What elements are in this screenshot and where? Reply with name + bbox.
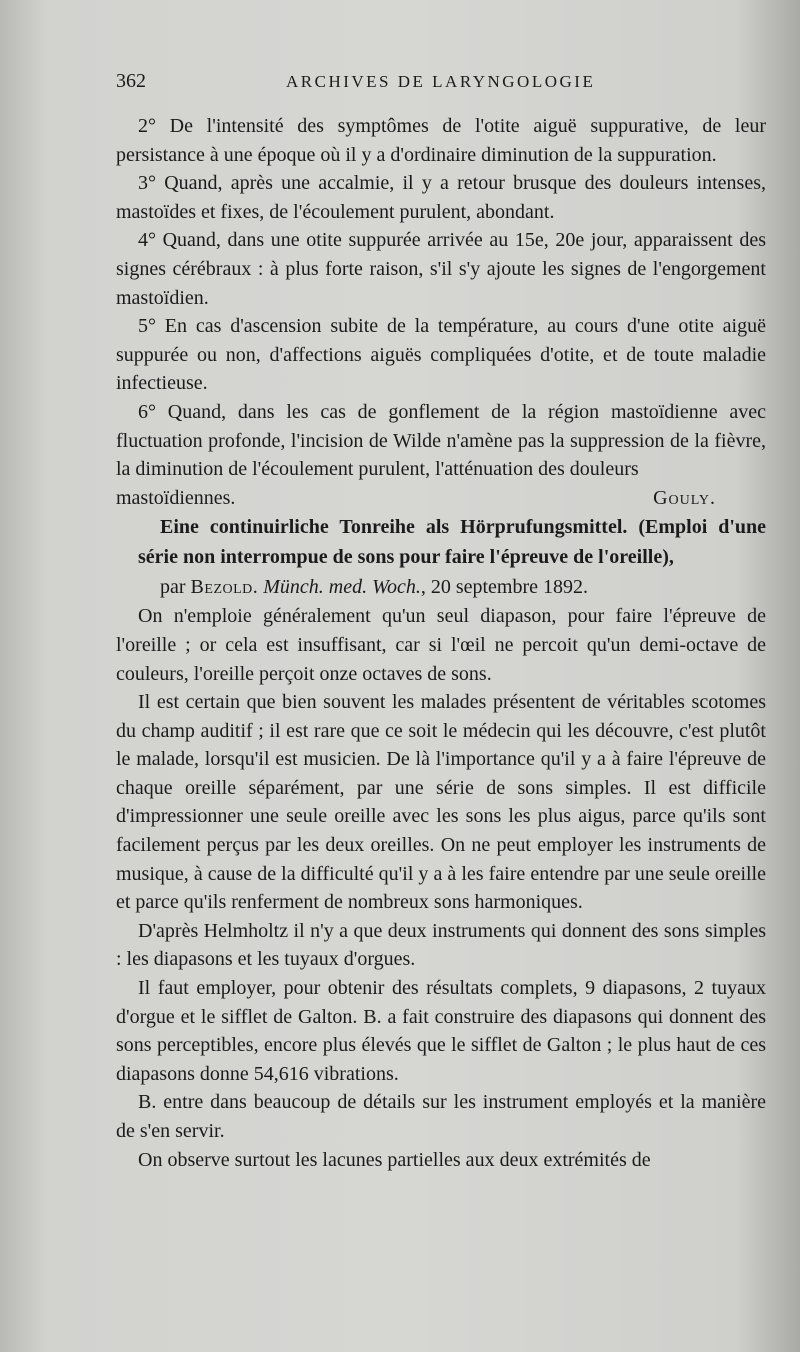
article-translation: (Emploi d'une série non interrompue de sons pour faire l'épreuve de l'oreille),	[138, 516, 767, 569]
article-journal: Münch. med. Woch.	[263, 576, 421, 599]
paragraph: 4° Quand, dans une otite suppurée arrivée au 15e, 20e jour, apparaissent des signes cérébraux : à plus forte raison, s'il s'y ajoute les signes de l'engorgement mastoïdien.	[116, 229, 766, 309]
paragraph: 3° Quand, après une accalmie, il y a retour brusque des douleurs intenses, mastoïdes et fixes, de l'écoulement purulent, abondant.	[116, 172, 766, 223]
running-title: ARCHIVES DE LARYNGOLOGIE	[286, 72, 596, 91]
page-header	[116, 70, 766, 100]
paragraph: On n'emploie généralement qu'un seul diapason, pour faire l'épreuve de l'oreille ; or cela est insuffisant, car si l'œil ne percoit qu'un demi-octave de couleurs, l'oreille perçoit onze octaves de sons.	[116, 605, 766, 685]
article-by: par	[160, 576, 186, 599]
page-text	[116, 112, 766, 1174]
article-date: , 20 septembre 1892.	[420, 576, 589, 599]
paragraph: 6° Quand, dans les cas de gonflement de la région mastoïdienne avec fluctuation profonde, l'incision de Wilde n'amène pas la suppression de la fièvre, la diminution de l'écoulement purulent, l'atténuation des douleurs	[116, 400, 766, 481]
article-author: Bezold.	[190, 576, 259, 599]
paragraph: 5° En cas d'ascension subite de la température, au cours d'une otite aiguë suppurée ou non, d'affections aiguës compliquées d'otite, et de toute maladie infectieuse.	[116, 315, 766, 395]
page-number: 362	[116, 70, 146, 92]
paragraph: On observe surtout les lacunes partielles aux deux extrémités de	[138, 1148, 651, 1171]
paragraph: Il faut employer, pour obtenir des résultats complets, 9 diapasons, 2 tuyaux d'orgue et le sifflet de Galton. B. a fait construire des diapasons qui donnent des sons perceptibles, encore plus élevés que le sifflet de Galton ; le plus haut de ces diapasons donne 54,616 vibrations.	[116, 977, 766, 1085]
article-reference	[138, 572, 766, 602]
paragraph: Il est certain que bien souvent les malades présentent de véritables scotomes du champ auditif ; il est rare que ce soit le médecin qui les découvre, c'est plutôt le malade, lorsqu'il est musicien. De là l'importance qu'il y a à faire l'épreuve de chaque oreille séparément, par une série de sons simples. Il est difficile d'impressionner une seule oreille avec les sons les plus aigus, parce qu'ils sont facilement perçus par les deux oreilles. On ne peut employer les instruments de musique, à cause de la difficulté qu'il y a à les faire entendre par une seule oreille et parce qu'ils renferment de nombreux sons harmoniques.	[116, 691, 766, 914]
paragraph-end: mastoïdiennes.	[116, 486, 236, 509]
article-title: Eine continuirliche Tonreihe als Hörprufungsmittel.	[160, 516, 628, 539]
signature-line	[116, 484, 766, 513]
paragraph: B. entre dans beaucoup de détails sur les instrument employés et la manière de s'en servir.	[116, 1091, 766, 1142]
article-heading	[116, 512, 766, 602]
paragraph: 2° De l'intensité des symptômes de l'otite aiguë suppurative, de leur persistance à une époque où il y a d'ordinaire diminution de la suppuration.	[116, 115, 766, 166]
signature-author: Gouly.	[653, 486, 716, 509]
paragraph: D'après Helmholtz il n'y a que deux instruments qui donnent des sons simples : les diapasons et les tuyaux d'orgues.	[116, 919, 766, 971]
